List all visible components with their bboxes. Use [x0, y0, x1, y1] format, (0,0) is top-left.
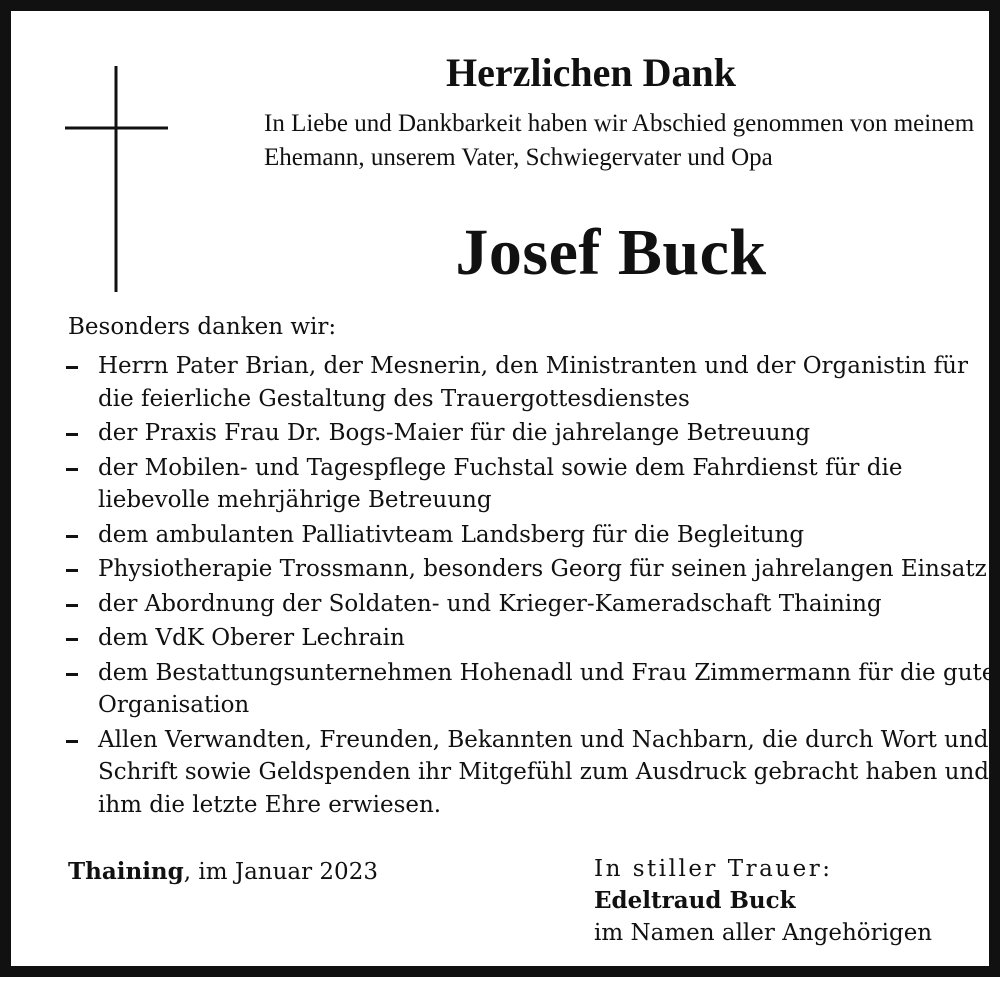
- list-item: der Praxis Frau Dr. Bogs-Maier für die jahrelange Betreuung: [66, 417, 996, 450]
- place-date: [68, 856, 378, 888]
- notice-title: Herzlichen Dank: [446, 50, 736, 95]
- list-item: dem ambulanten Palliativteam Landsberg für die Begleitung: [66, 519, 996, 552]
- mourning-line: In stiller Trauer:: [594, 856, 833, 882]
- place-name: Thaining: [68, 858, 184, 885]
- family-line: im Namen aller Angehörigen: [594, 920, 933, 946]
- signature-block: [594, 853, 932, 949]
- signer-name: Edeltraud Buck: [594, 887, 796, 914]
- thanks-heading: Besonders danken wir:: [68, 314, 337, 340]
- deceased-name: Josef Buck: [455, 216, 767, 289]
- list-item: Allen Verwandten, Freunden, Bekannten und Nachbarn, die durch Wort und Schrift sowie Geldspenden ihr Mitgefühl zum Ausdruck gebracht haben und ihm die letzte Ehre erwiesen.: [66, 724, 996, 822]
- list-item: der Abordnung der Soldaten- und Krieger-Kameradschaft Thaining: [66, 588, 996, 621]
- list-item: Herrn Pater Brian, der Mesnerin, den Ministranten und der Organistin für die feierliche Gestaltung des Trauergottesdienstes: [66, 350, 996, 415]
- list-item: der Mobilen- und Tagespflege Fuchstal sowie dem Fahrdienst für die liebevolle mehrjährige Betreuung: [66, 452, 996, 517]
- date-text: , im Januar 2023: [183, 859, 378, 885]
- intro-text: In Liebe und Dankbarkeit haben wir Abschied genommen von meinem Ehemann, unserem Vater, Schwiegervater und Opa: [264, 110, 975, 171]
- list-item: dem VdK Oberer Lechrain: [66, 622, 996, 655]
- list-item: Physiotherapie Trossmann, besonders Georg für seinen jahrelangen Einsatz: [66, 553, 996, 586]
- thanks-list: [66, 350, 996, 823]
- list-item: dem Bestattungsunternehmen Hohenadl und Frau Zimmermann für die gute Organisation: [66, 657, 996, 722]
